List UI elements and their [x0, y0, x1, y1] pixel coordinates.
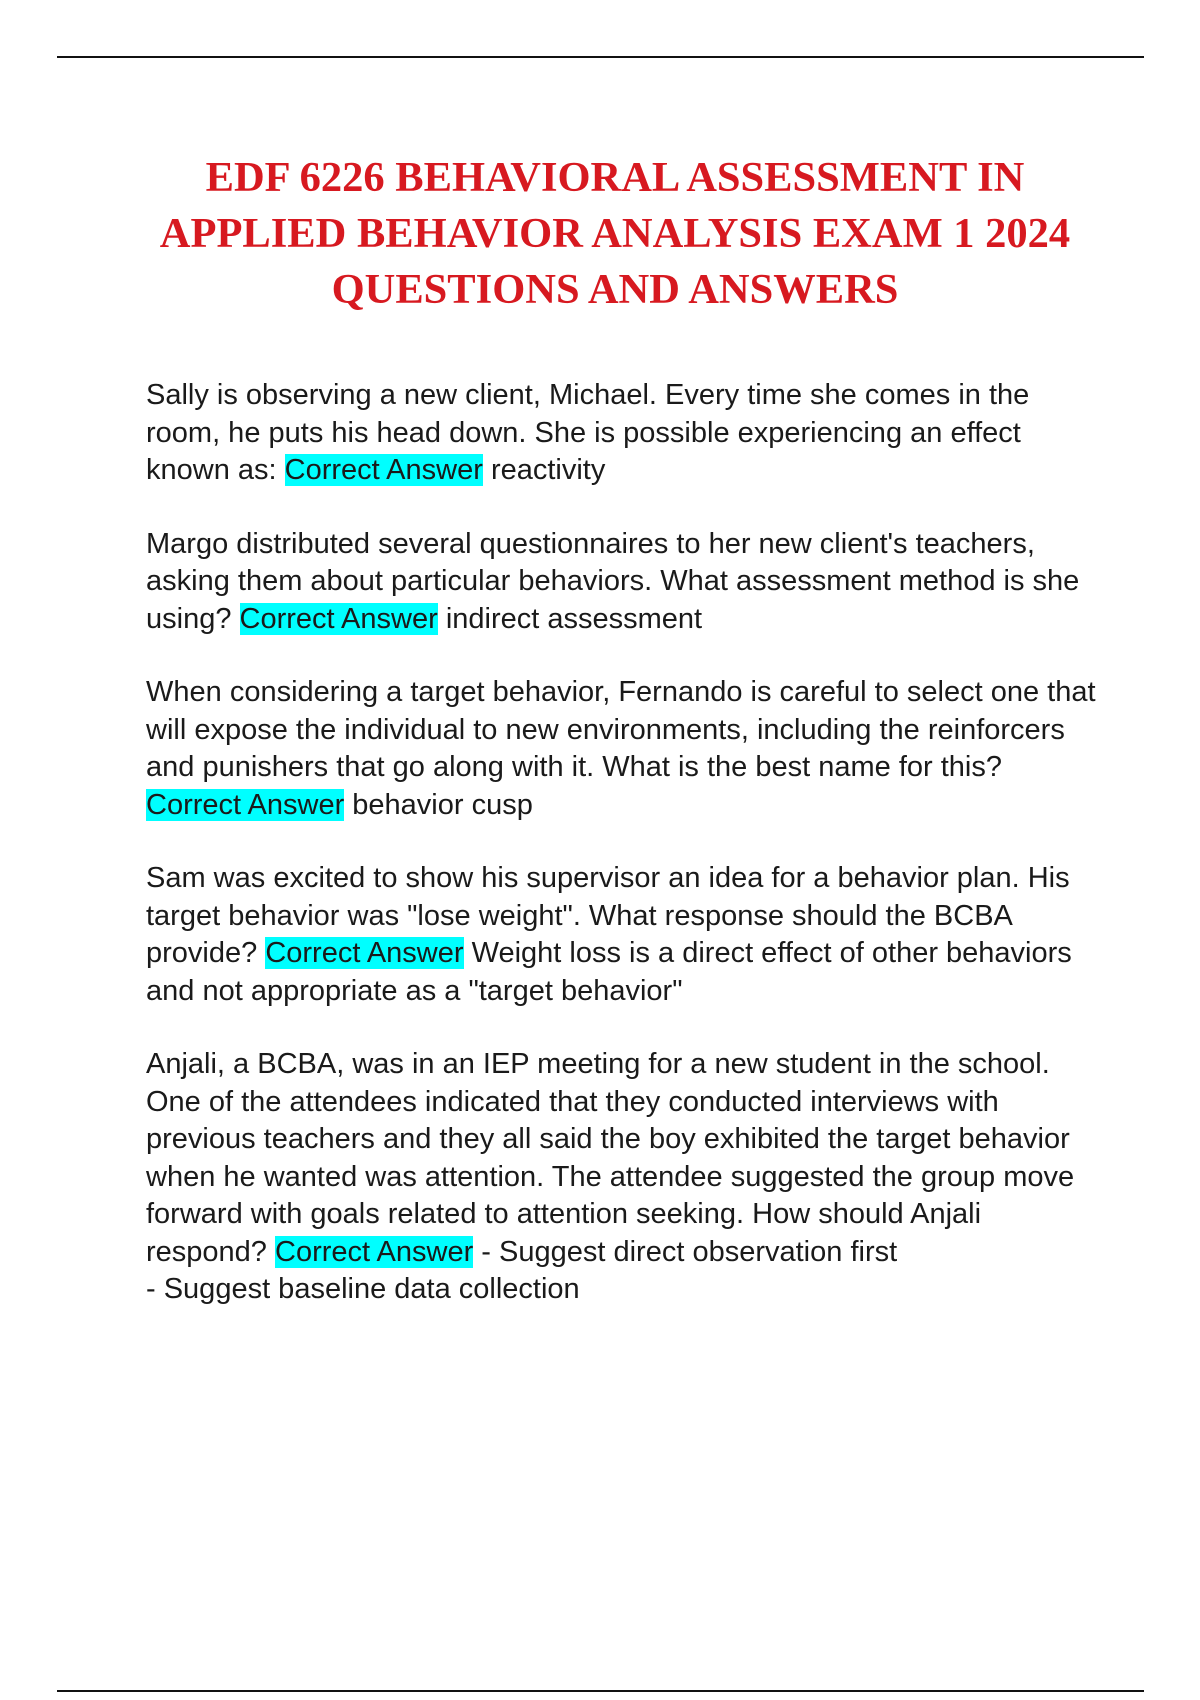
question-text: Sally is observing a new client, Michael. Every time she comes in the room, he puts his head down. She is possible experiencing an effect known as: — [146, 379, 1030, 486]
answer-text: indirect assessment — [445, 602, 703, 635]
correct-answer-tag: Correct Answer — [239, 602, 438, 635]
qa-list — [146, 377, 1096, 1345]
qa-item-5 — [146, 1046, 1096, 1309]
document-title: EDF 6226 BEHAVIORAL ASSESSMENT IN APPLIED BEHAVIOR ANALYSIS EXAM 1 2024 QUESTIONS AND ANSWERS — [159, 154, 1071, 313]
question-text: When considering a target behavior, Fernando is careful to select one that will expose the individual to new environments, including the reinforcers and punishers that go along with it. What is the best name for this? — [146, 676, 1096, 783]
correct-answer-tag: Correct Answer — [284, 454, 483, 486]
bottom-rule — [57, 1690, 1144, 1692]
correct-answer-tag: Correct Answer — [265, 937, 464, 969]
answer-text: behavior cusp — [352, 788, 533, 821]
qa-item-2 — [146, 526, 1096, 639]
question-text: Sam was excited to show his supervisor an idea for a behavior plan. His target behavior was "lose weight". What response should the BCBA provide? — [146, 862, 1070, 969]
correct-answer-tag: Correct Answer — [275, 1235, 474, 1268]
top-rule — [57, 56, 1144, 58]
qa-item-1 — [146, 377, 1096, 490]
correct-answer-tag: Correct Answer — [146, 788, 345, 821]
answer-text: - Suggest direct observation first — [481, 1235, 898, 1268]
question-text: Anjali, a BCBA, was in an IEP meeting for a new student in the school. One of the attendees indicated that they conducted interviews with previous teachers and they all said the boy exhibited the target behavior when he wanted was attention. The attendee suggested the group move forward with goals related to attention seeking. How should Anjali respond? — [146, 1048, 1075, 1268]
answer-text: reactivity — [490, 454, 606, 486]
answer-text: Weight loss is a direct effect of other behaviors and not appropriate as a "target behavior" — [146, 937, 1072, 1007]
question-text: Margo distributed several questionnaires to her new client's teachers, asking them about particular behaviors. What assessment method is she using? — [146, 527, 1080, 635]
qa-item-4 — [146, 860, 1096, 1010]
qa-item-3 — [146, 674, 1096, 824]
answer-text-line-2: - Suggest baseline data collection — [146, 1273, 580, 1305]
